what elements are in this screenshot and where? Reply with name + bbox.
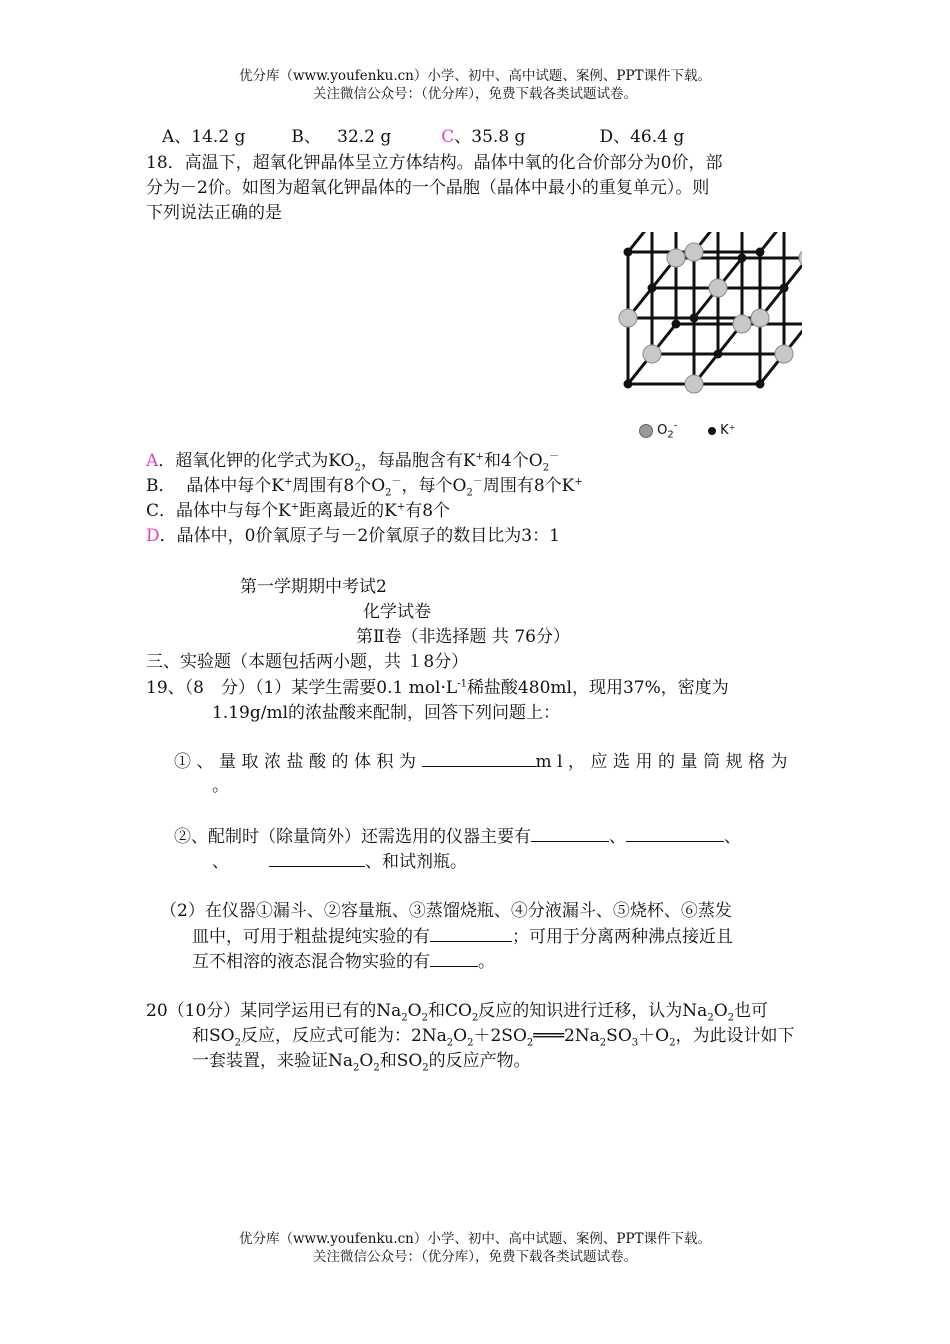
- q17-option-b: B、 32.2 g: [291, 127, 392, 147]
- answer-blank-instrument-2[interactable]: [626, 825, 724, 842]
- o2-ion: [751, 309, 769, 327]
- exam-title: 第一学期期中考试2: [240, 577, 387, 597]
- answer-blank-volume[interactable]: [422, 750, 536, 767]
- lattice-atoms: [619, 232, 802, 393]
- q20-line-1: 20（10分）某同学运用已有的$Na_2O_2$和$CO_2$反应的知识进行迁移，认为$Na_2O_2$也可: [146, 1001, 768, 1024]
- header-line-1: 优分库（www.youfenku.cn）小学、初中、高中试题、案例、PPT课件下载。: [238, 68, 712, 84]
- q20-line-2: 和$SO_2$反应，反应式可能为：$2Na_2O_2+2SO_2═══2Na_2SO_3+O_2$，为此设计如下: [192, 1026, 795, 1049]
- ko2-unit-cell-diagram: [612, 232, 802, 408]
- answer-blank-liquid-separation[interactable]: [430, 950, 478, 967]
- header-line-2: 关注微信公众号：（优分库），免费下载各类试题试卷。: [313, 86, 637, 102]
- legend-o2: $O_2^-$: [639, 423, 677, 438]
- q17-option-c: C、35.8 g: [441, 127, 526, 147]
- o2-ion: [667, 249, 685, 267]
- k-ion: [648, 284, 657, 293]
- q19-sub1-line-2: 。: [212, 776, 229, 796]
- volume-title: 第Ⅱ卷（非选择题 共 76分）: [356, 627, 570, 647]
- o2-ion: [685, 243, 703, 261]
- q18-stem-line-3: 下列说法正确的是: [146, 203, 282, 223]
- o2-ion: [709, 279, 727, 297]
- o2-ion: [685, 375, 703, 393]
- o2-ion: [775, 345, 793, 363]
- q20-line-3: 一套装置，来验证$Na_2O_2$和$SO_2$的反应产物。: [192, 1051, 531, 1074]
- k-ion: [780, 284, 789, 293]
- k-ion: [714, 350, 723, 359]
- q18-option-c: C．晶体中与每个K+距离最近的K+有8个: [146, 501, 451, 521]
- q17-options: [162, 126, 684, 148]
- q19-part2-line-2: 皿中，可用于粗盐提纯实验的有 ；可用于分离两种沸点接近且: [192, 927, 733, 947]
- k-ion: [672, 320, 681, 329]
- q19-line-1: 19、（8 分）（1）某学生需要0.1 $mol\cdot L^{-1}$稀盐酸480ml，现用37%，密度为: [146, 678, 729, 698]
- q19-part2-line-3: 互不相溶的液态混合物实验的有 。: [192, 952, 495, 972]
- q19-sub1-line-1: ①、量取浓盐酸的体积为 ml，应选用的量筒规格为: [174, 752, 794, 772]
- q17-option-a: A、14.2 g: [162, 127, 246, 147]
- q19-line-2: 1.19g/ml的浓盐酸来配制，回答下列问题上：: [212, 703, 561, 723]
- q19-part2-line-1: （2）在仪器①漏斗、②容量瓶、③蒸馏烧瓶、④分液漏斗、⑤烧杯、⑥蒸发: [160, 901, 732, 921]
- q18-option-a: A．超氧化钾的化学式为$KO_2$，每晶胞含有K+和4个$O_2^-$: [146, 451, 560, 474]
- q18-stem-line-1: 18．高温下，超氧化钾晶体呈立方体结构。晶体中氧的化合价部分为0价，部: [146, 153, 723, 173]
- k-ion: [624, 380, 633, 389]
- part-3-heading: 三、实验题（本题包括两小题，共 １8分）: [146, 652, 469, 672]
- k-ion: [756, 380, 765, 389]
- footer-line-2: 关注微信公众号：（优分库），免费下载各类试题试卷。: [313, 1249, 637, 1265]
- footer-line-1: 优分库（www.youfenku.cn）小学、初中、高中试题、案例、PPT课件下载。: [238, 1231, 712, 1247]
- q19-sub2-line-2: 、 、和试剂瓶。: [212, 852, 467, 872]
- k-ion: [690, 314, 699, 323]
- k-ion: [624, 248, 633, 257]
- k-ion: [756, 248, 765, 257]
- subject-title: 化学试卷: [363, 602, 431, 622]
- answer-blank-salt-purification[interactable]: [430, 925, 512, 942]
- q17-option-d: D、46.4 g: [599, 127, 685, 147]
- answer-blank-instrument-1[interactable]: [531, 825, 609, 842]
- o2-ion-icon: [639, 424, 653, 438]
- legend-k: K⁺: [708, 423, 736, 438]
- o2-ion: [619, 309, 637, 327]
- k-ion-icon: [708, 427, 716, 435]
- q18-stem-line-2: 分为－2价。如图为超氧化钾晶体的一个晶胞（晶体中最小的重复单元）。则: [146, 178, 710, 198]
- o2-ion: [733, 315, 751, 333]
- o2-ion: [799, 249, 802, 267]
- o2-ion: [643, 345, 661, 363]
- q18-option-d: D．晶体中，0价氧原子与－2价氧原子的数目比为3：1: [146, 526, 560, 546]
- q19-sub2-line-1: ②、配制时（除量筒外）还需选用的仪器主要有 、 、: [174, 827, 741, 847]
- k-ion: [738, 254, 747, 263]
- q18-option-b: B． 晶体中每个K+周围有8个$O_2^-$，每个$O_2^-$周围有8个K+: [146, 476, 583, 499]
- lattice-bond: [760, 232, 802, 252]
- answer-blank-instrument-3[interactable]: [269, 850, 365, 867]
